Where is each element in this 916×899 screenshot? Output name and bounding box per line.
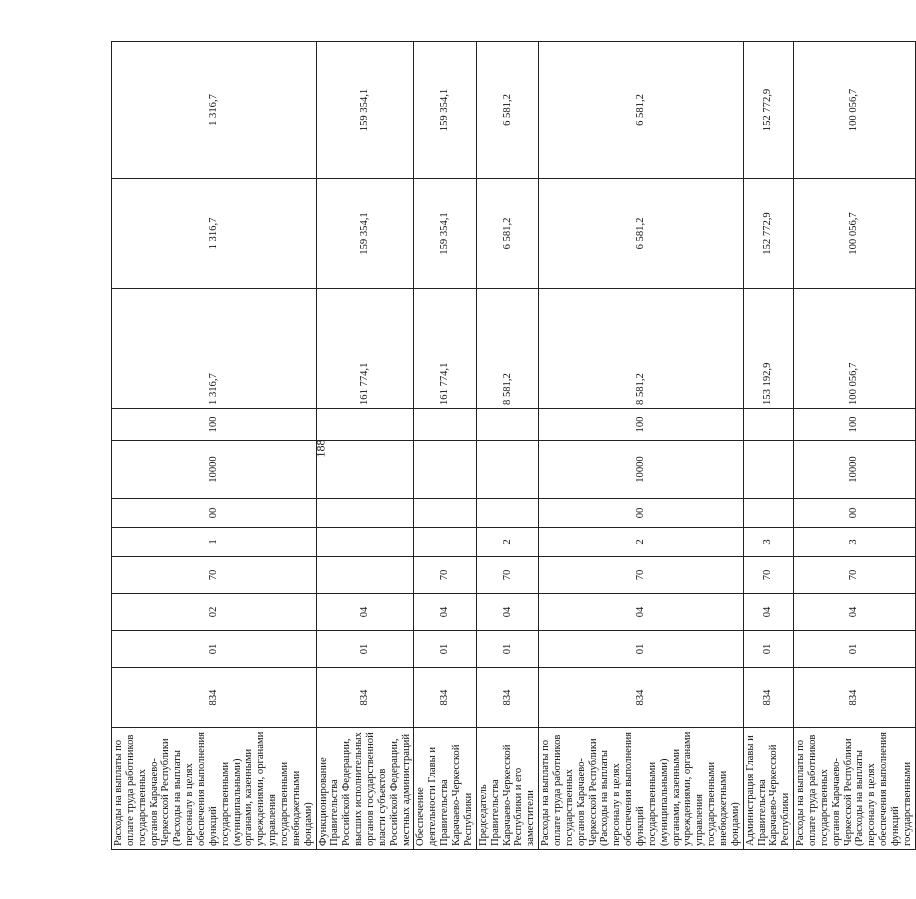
ministry-code: 834: [794, 668, 916, 728]
expense-type-code: [743, 409, 793, 441]
program-code: 70: [112, 557, 317, 594]
direction-code: [313, 439, 414, 499]
rotated-table-wrapper: [111, 42, 913, 850]
expense-type-code: [414, 409, 476, 441]
amount-year-1: 161 774,1: [316, 289, 414, 409]
section-code: 01: [414, 631, 476, 668]
subsection-code: 04: [476, 594, 538, 631]
amount-year-3: 159 354,1: [316, 42, 414, 179]
program-code: 70: [476, 557, 538, 594]
amount-year-3: 152 772,9: [743, 42, 793, 179]
expense-name: Функционирование Правительства Российской Федерации, высших исполнительных органов государственной власти субъектов Российской Федерации, местных администраций: [316, 728, 414, 850]
program-code: [316, 557, 414, 594]
subprogram-code: 2: [476, 528, 538, 557]
expense-type-code: 100: [794, 409, 916, 441]
direction-code: 10000: [539, 441, 744, 499]
expense-name: Администрация Главы и Правительства Карачаево-Черкесской Республики: [743, 728, 793, 850]
direction-code: [476, 441, 538, 499]
expense-type-code: [316, 409, 414, 441]
section-code: 01: [794, 631, 916, 668]
table-row: [794, 42, 916, 850]
program-code: 70: [414, 557, 476, 594]
amount-year-1: 8 581,2: [539, 289, 744, 409]
amount-year-3: 1 316,7: [112, 42, 317, 179]
amount-year-2: 100 056,7: [794, 179, 916, 289]
amount-year-3: 159 354,1: [414, 42, 476, 179]
subprogram-code: [316, 528, 414, 557]
subprogram-code: [414, 528, 476, 557]
subprogram-code: 2: [539, 528, 744, 557]
amount-year-2: 6 581,2: [476, 179, 538, 289]
amount-year-3: 6 581,2: [476, 42, 538, 179]
expense-name: Обеспечение деятельности Главы и Правительства Карачаево-Черкесской Республики: [414, 728, 476, 850]
budget-table: [111, 41, 916, 850]
expense-name: Председатель Правительства Карачаево-Черкесской Республики и его заместители: [476, 728, 538, 850]
main-event-code: [316, 499, 414, 528]
main-event-code: [476, 499, 538, 528]
expense-type-code: 100: [539, 409, 744, 441]
main-event-code: 00: [539, 499, 744, 528]
ministry-code: 834: [743, 668, 793, 728]
expense-type-code: 100: [112, 409, 317, 441]
amount-year-2: 6 581,2: [539, 179, 744, 289]
amount-year-3: 6 581,2: [539, 42, 744, 179]
table-row: [476, 42, 538, 850]
amount-year-2: 159 354,1: [414, 179, 476, 289]
table-row: [539, 42, 744, 850]
expense-type-code: [476, 409, 538, 441]
amount-year-3: 100 056,7: [794, 42, 916, 179]
direction-code: 10000: [112, 441, 317, 499]
table-row: [414, 42, 476, 850]
subsection-code: 04: [539, 594, 744, 631]
direction-code: [743, 441, 793, 499]
table-row: [316, 42, 414, 850]
ministry-code: 834: [539, 668, 744, 728]
expense-name: Расходы на выплаты по оплате труда работников государственных органов Карачаево-Черкесской Республики (Расходы на выплаты персоналу в целях обеспечения выполнения функций государственными (муниципальными) органами, казенными учреждениями, органами управления государственными внебюджетными фондами): [539, 728, 744, 850]
program-code: 70: [794, 557, 916, 594]
subsection-code: 02: [112, 594, 317, 631]
amount-year-1: 161 774,1: [414, 289, 476, 409]
table-row: [743, 42, 793, 850]
ministry-code: 834: [476, 668, 538, 728]
section-code: 01: [476, 631, 538, 668]
program-code: 70: [539, 557, 744, 594]
section-code: 01: [539, 631, 744, 668]
section-code: 01: [112, 631, 317, 668]
subsection-code: 04: [316, 594, 414, 631]
main-event-code: [414, 499, 476, 528]
main-event-code: 00: [112, 499, 317, 528]
subprogram-code: 3: [743, 528, 793, 557]
amount-year-1: 8 581,2: [476, 289, 538, 409]
subprogram-code: 1: [112, 528, 317, 557]
direction-code: [414, 441, 476, 499]
subprogram-code: 3: [794, 528, 916, 557]
ministry-code: 834: [414, 668, 476, 728]
section-code: 01: [316, 631, 414, 668]
subsection-code: 04: [794, 594, 916, 631]
table-row: [112, 42, 317, 850]
page-number-text: 188: [313, 439, 328, 457]
ministry-code: 834: [112, 668, 317, 728]
expense-name: Расходы на выплаты по оплате труда работников государственных органов Карачаево-Черкесской Республики (Расходы на выплаты персоналу в целях обеспечения выполнения функций государственными: [794, 728, 916, 850]
expense-name: Расходы на выплаты по оплате труда работников государственных органов Карачаево-Черкесской Республики (Расходы на выплаты персоналу в целях обеспечения выполнения функций государственными (муниципальными) органами, казенными учреждениями, органами управления государственными внебюджетными фондами): [112, 728, 317, 850]
program-code: 70: [743, 557, 793, 594]
amount-year-1: 1 316,7: [112, 289, 317, 409]
direction-code: 10000: [794, 441, 916, 499]
amount-year-1: 153 192,9: [743, 289, 793, 409]
amount-year-2: 152 772,9: [743, 179, 793, 289]
main-event-code: 00: [794, 499, 916, 528]
amount-year-1: 100 056,7: [794, 289, 916, 409]
amount-year-2: 159 354,1: [316, 179, 414, 289]
subsection-code: 04: [414, 594, 476, 631]
amount-year-2: 1 316,7: [112, 179, 317, 289]
subsection-code: 04: [743, 594, 793, 631]
main-event-code: [743, 499, 793, 528]
ministry-code: 834: [316, 668, 414, 728]
section-code: 01: [743, 631, 793, 668]
budget-table-area: [111, 42, 913, 850]
